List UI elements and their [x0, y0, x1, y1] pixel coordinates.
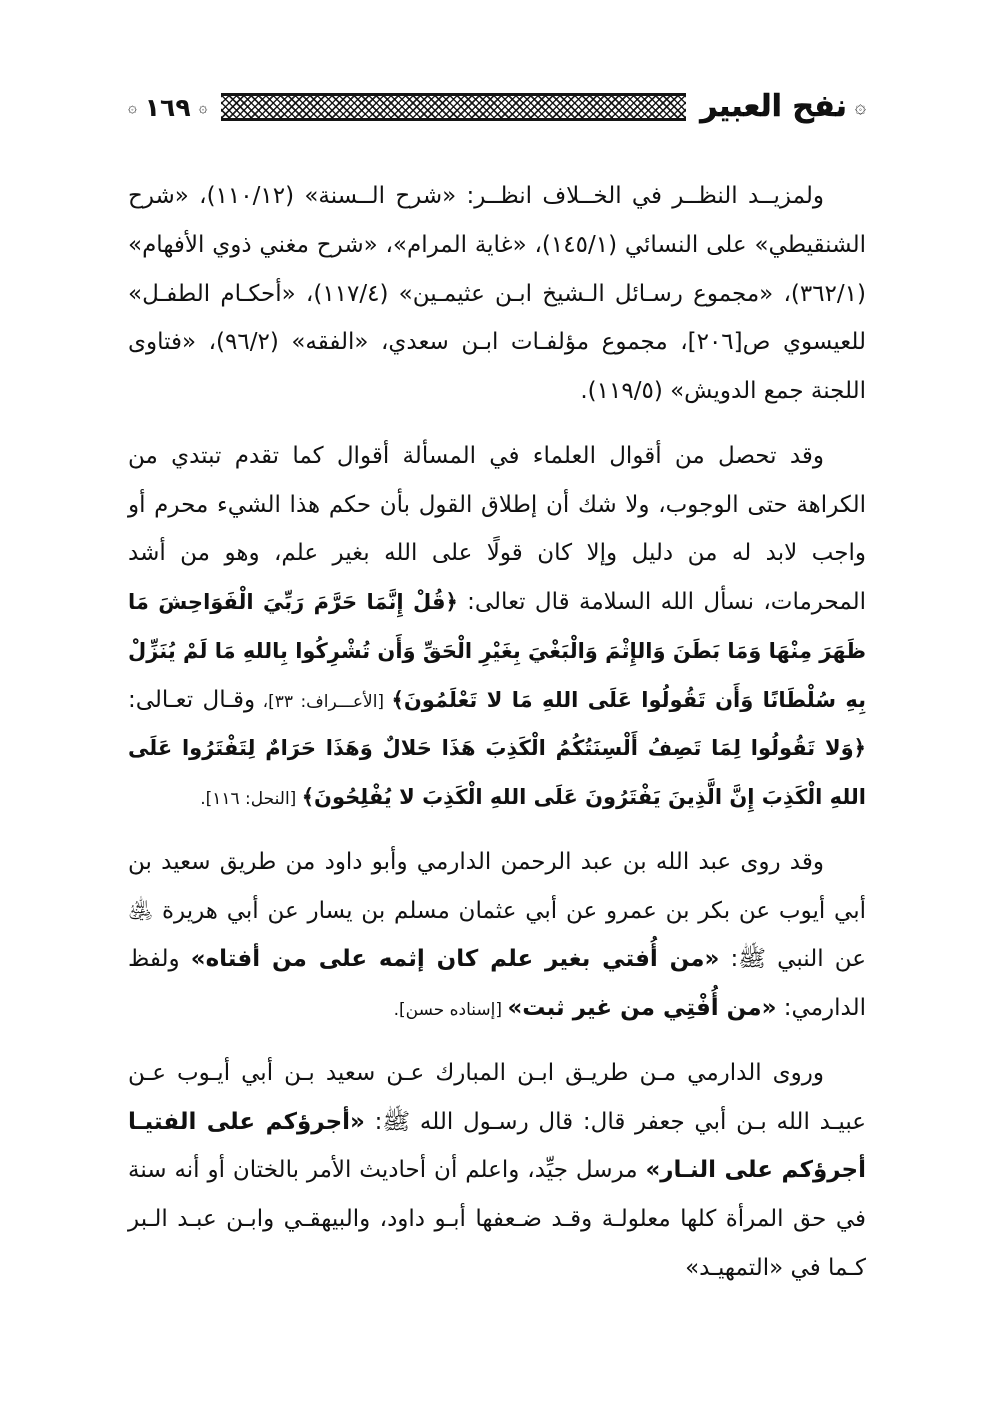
paragraph-hadith-mubarak	[128, 1049, 866, 1293]
text-segment: ولمزيــد النظــر في الخــلاف انظــر: «شرح الــسنة» (١١٠/١٢)، «شرح الشنقيطي» على النسائي (١٤٥/١)، «غاية المرام»، «شرح مغني ذوي الأفهام» (٣٦٢/١)، «مجموع رسـائل الـشيخ ابـن عثيمـين» (١١٧/٤)، «أحكـام الطفـل» للعيسوي ص[٢٠٦]، مجموع مؤلفـات ابـن سعدي، «الفقه» (٩٦/٢)، «فتاوى اللجنة جمع الدويش» (١١٩/٥).	[128, 183, 866, 404]
hadith-quote: «من أُفْتِي من غير ثبت»	[507, 995, 777, 1021]
page-number-ornament-left-icon: ۞	[128, 97, 137, 116]
paragraph-ruling	[128, 432, 866, 822]
grading-note: [إسناده حسن].	[393, 1000, 508, 1020]
paragraph-references	[128, 172, 866, 416]
page-number-ornament-right-icon: ۞	[198, 97, 208, 116]
text-segment: وروى الدارمي مـن طريـق ابـن المبارك عـن سعيد بـن أبي أيـوب عـن عبيـد الله بـن أبي جعفر قال: قال رسـول الله ﷺ:	[128, 1059, 866, 1135]
header-ornament-icon: ۞	[854, 95, 866, 118]
ornamental-band	[221, 93, 686, 121]
book-title: نفح العبير	[700, 89, 847, 124]
paragraph-hadith-darimi	[128, 838, 866, 1033]
verse-reference: [الأعـــراف: ٣٣]،	[255, 691, 392, 712]
verse-reference: [النحل: ١١٦].	[200, 789, 302, 809]
page-number: ١٦٩	[144, 92, 191, 122]
text-segment: وقد روى عبد الله بن عبد الرحمن الدارمي وأبو داود من طريق سعيد بن أبي أيوب عن بكر بن عمرو عن أبي عثمان مسلم بن يسار عن أبي هريرة ﵁ عن النبي ﷺ:	[128, 848, 866, 973]
hadith-quote: «أجرؤكم على الفتيـا أجرؤكم على النـار»	[128, 1108, 867, 1184]
text-segment: وقـال تعـالى:	[128, 686, 256, 713]
text-block	[128, 172, 866, 1293]
quran-verse: ﴿وَلا تَقُولُوا لِمَا تَصِفُ أَلْسِنَتُكُمُ الْكَذِبَ هَذَا حَلالٌ وَهَذَا حَرَامٌ لِتَفْتَرُوا عَلَى اللهِ الْكَذِبَ إِنَّ الَّذِينَ يَفْتَرُونَ عَلَى اللهِ الْكَذِبَ لا يُفْلِحُونَ﴾	[128, 736, 866, 809]
quran-verse: ﴿قُلْ إِنَّمَا حَرَّمَ رَبِّيَ الْفَوَاحِشَ مَا ظَهَرَ مِنْهَا وَمَا بَطَنَ وَالإِثْمَ وَالْبَغْيَ بِغَيْرِ الْحَقِّ وَأَن تُشْرِكُوا بِاللهِ مَا لَمْ يُنَزِّلْ بِهِ سُلْطَانًا وَأَن تَقُولُوا عَلَى اللهِ مَا لا تَعْلَمُونَ﴾	[128, 590, 866, 712]
page-header	[128, 86, 866, 128]
hadith-quote: «من أُفتي بغير علم كان إثمه على من أفتاه»	[190, 946, 720, 973]
text-segment: وقد تحصل من أقوال العلماء في المسألة أقوال كما تقدم تبتدي من الكراهة حتى الوجوب، ولا شك أن إطلاق القول بأن حكم هذا الشيء محرم أو واجب لابد له من دليل وإلا كان قولًا على الله بغير علم، وهو من أشد المحرمات، نسأل الله السلامة قال تعالى:	[128, 442, 867, 615]
text-segment: ولفظ الدارمي:	[128, 946, 866, 1021]
text-segment: مرسل جيِّد، واعلم أن أحاديث الأمر بالختان أو أنه سنة في حق المرأة كلها معلولـة وقـد ضـعفها أبـو داود، والبيهقـي وابـن عبـد الـبر كـما في «التمهيـد»	[128, 1157, 866, 1281]
